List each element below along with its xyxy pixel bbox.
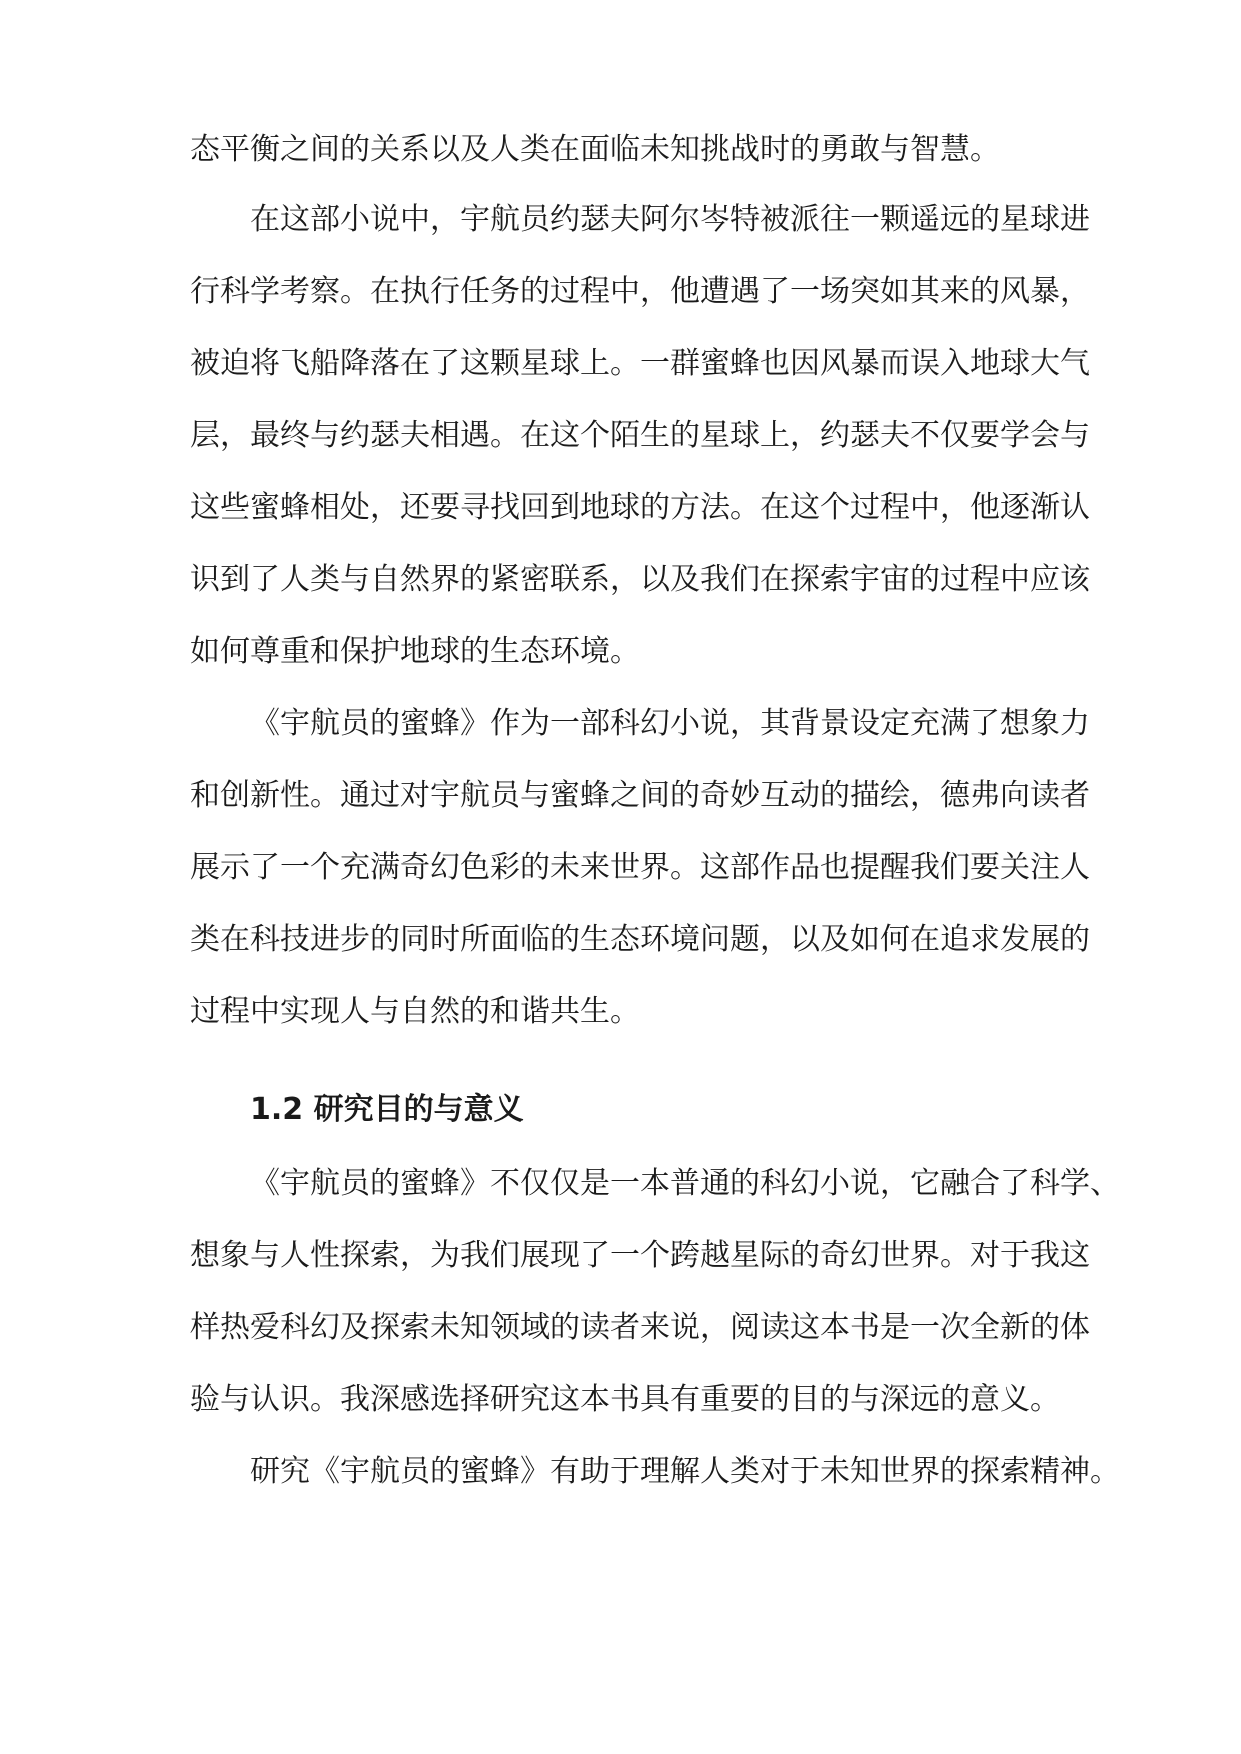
paragraph-line: 《宇航员的蜜蜂》不仅仅是一本普通的科幻小说，它融合了科学、 (250, 1166, 1120, 1201)
paragraph-line: 如何尊重和保护地球的生态环境。 (190, 634, 640, 669)
paragraph-line: 被迫将飞船降落在了这颗星球上。一群蜜蜂也因风暴而误入地球大气 (190, 346, 1090, 381)
paragraph-line: 展示了一个充满奇幻色彩的未来世界。这部作品也提醒我们要关注人 (190, 850, 1090, 885)
paragraph-line: 类在科技进步的同时所面临的生态环境问题，以及如何在追求发展的 (190, 922, 1090, 957)
paragraph-line: 验与认识。我深感选择研究这本书具有重要的目的与深远的意义。 (190, 1382, 1060, 1417)
paragraph-line: 这些蜜蜂相处，还要寻找回到地球的方法。在这个过程中，他逐渐认 (190, 490, 1090, 525)
paragraph-line: 过程中实现人与自然的和谐共生。 (190, 994, 640, 1029)
paragraph-line: 研究《宇航员的蜜蜂》有助于理解人类对于未知世界的探索精神。 (250, 1454, 1120, 1489)
section-heading: 1.2 研究目的与意义 (250, 1092, 524, 1127)
paragraph-line: 在这部小说中，宇航员约瑟夫阿尔岑特被派往一颗遥远的星球进 (250, 202, 1090, 237)
paragraph-line: 态平衡之间的关系以及人类在面临未知挑战时的勇敢与智慧。 (190, 132, 1000, 167)
paragraph-line: 识到了人类与自然界的紧密联系，以及我们在探索宇宙的过程中应该 (190, 562, 1090, 597)
paragraph-line: 和创新性。通过对宇航员与蜜蜂之间的奇妙互动的描绘，德弗向读者 (190, 778, 1090, 813)
paragraph-line: 行科学考察。在执行任务的过程中，他遭遇了一场突如其来的风暴， (190, 274, 1090, 309)
paragraph-line: 样热爱科幻及探索未知领域的读者来说，阅读这本书是一次全新的体 (190, 1310, 1090, 1345)
paragraph-line: 《宇航员的蜜蜂》作为一部科幻小说，其背景设定充满了想象力 (250, 706, 1090, 741)
paragraph-line: 层，最终与约瑟夫相遇。在这个陌生的星球上，约瑟夫不仅要学会与 (190, 418, 1090, 453)
paragraph-line: 想象与人性探索，为我们展现了一个跨越星际的奇幻世界。对于我这 (190, 1238, 1090, 1273)
